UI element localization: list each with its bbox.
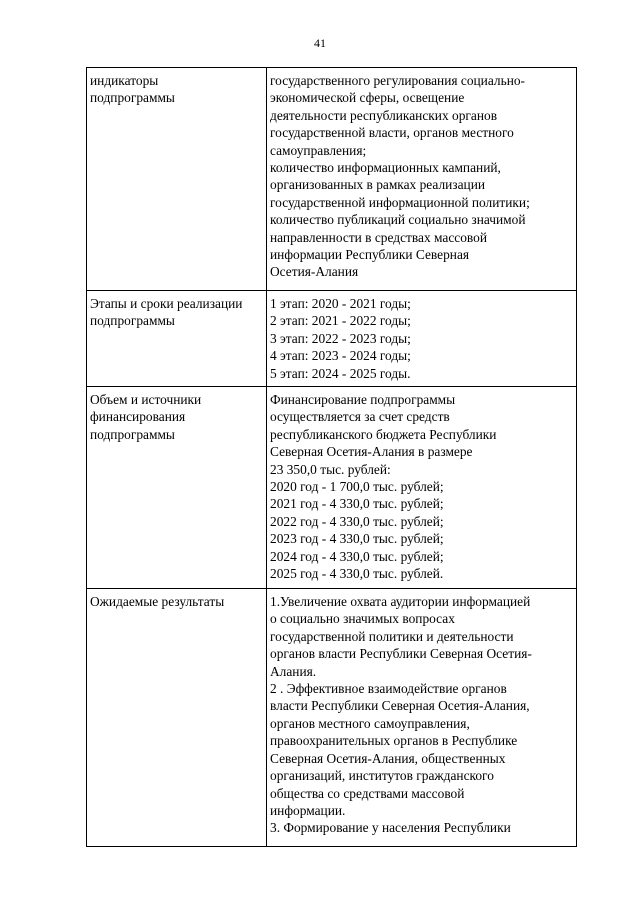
content-line: 2023 год - 4 330,0 тыс. рублей; [270,531,444,547]
content-line: органов местного самоуправления, [270,715,470,731]
content-line: Северная Осетия-Алания в размере [270,444,473,460]
content-line: количество публикаций социально значимой [270,212,526,228]
row-content-cell [267,589,577,847]
content-line: органов власти Республики Северная Осетия- [270,646,532,662]
content-line: 23 350,0 тыс. рублей: [270,461,391,477]
table-row-expected-results [87,589,577,847]
content-line: правоохранительных органов в Республике [270,733,518,749]
content-line: осуществляется за счет средств [270,409,450,425]
subprogram-passport-table [86,67,577,847]
row-label-line: подпрограммы [90,313,175,329]
content-line: Северная Осетия-Алания, общественных [270,750,506,766]
row-label-cell [87,291,267,387]
row-label-line: Объем и источники [90,392,202,408]
row-label-line: подпрограммы [90,90,175,106]
content-line: 2025 год - 4 330,0 тыс. рублей. [270,566,444,582]
content-line: 3 этап: 2022 - 2023 годы; [270,330,411,346]
row-label-line: Этапы и сроки реализации [90,296,243,311]
content-line: информации Республики Северная [270,247,470,263]
row-label-line: подпрограммы [90,426,175,442]
content-line: 5 этап: 2024 - 2025 годы. [270,365,411,381]
content-line: республиканского бюджета Республики [270,426,497,442]
content-line: 2 этап: 2021 - 2022 годы; [270,313,411,329]
content-line: организаций, институтов гражданского [270,768,494,784]
row-label-line: Ожидаемые результаты [90,594,225,610]
content-line: направленности в средствах массовой [270,229,487,245]
table-row-financing [87,387,577,589]
content-line: 3. Формирование у населения Республики [270,820,511,836]
content-line: государственной власти, органов местного [270,125,514,141]
content-line: деятельности республиканских органов [270,107,498,123]
content-line: количество информационных кампаний, [270,160,501,176]
content-line: 1.Увеличение охвата аудитории информацией [270,594,531,610]
content-line: 4 этап: 2023 - 2024 годы; [270,348,411,364]
content-line: Финансирование подпрограммы [270,392,456,408]
content-line: 2 . Эффективное взаимодействие органов [270,681,507,697]
content-line: 1 этап: 2020 - 2021 годы; [270,296,411,311]
content-line: 2022 год - 4 330,0 тыс. рублей; [270,513,444,529]
content-line: общества со средствами массовой [270,785,465,801]
content-line: 2024 год - 4 330,0 тыс. рублей; [270,548,444,564]
content-line: государственного регулирования социально- [270,73,526,88]
content-line: экономической сферы, освещение [270,90,465,106]
content-line: о социально значимых вопросах [270,611,455,627]
row-label-line: индикаторы [90,73,159,88]
content-line: организованных в рамках реализации [270,177,486,193]
row-label-cell [87,387,267,589]
content-line: самоуправления; [270,142,367,158]
page-number: 41 [314,36,326,50]
content-line: государственной политики и деятельности [270,628,514,644]
content-line: государственной информационной политики; [270,194,530,210]
content-line: Алания. [270,663,317,679]
table-row-indicators [87,68,577,291]
content-line: Осетия-Алания [270,264,359,280]
table-row-stages [87,291,577,387]
content-line: 2020 год - 1 700,0 тыс. рублей; [270,479,444,495]
row-content-cell [267,387,577,589]
row-label-cell [87,68,267,291]
row-label-cell [87,589,267,847]
row-content-cell [267,68,577,291]
row-label-line: финансирования [90,409,186,425]
content-line: 2021 год - 4 330,0 тыс. рублей; [270,496,444,512]
content-line: информации. [270,802,346,818]
content-line: власти Республики Северная Осетия-Алания, [270,698,530,714]
row-content-cell [267,291,577,387]
